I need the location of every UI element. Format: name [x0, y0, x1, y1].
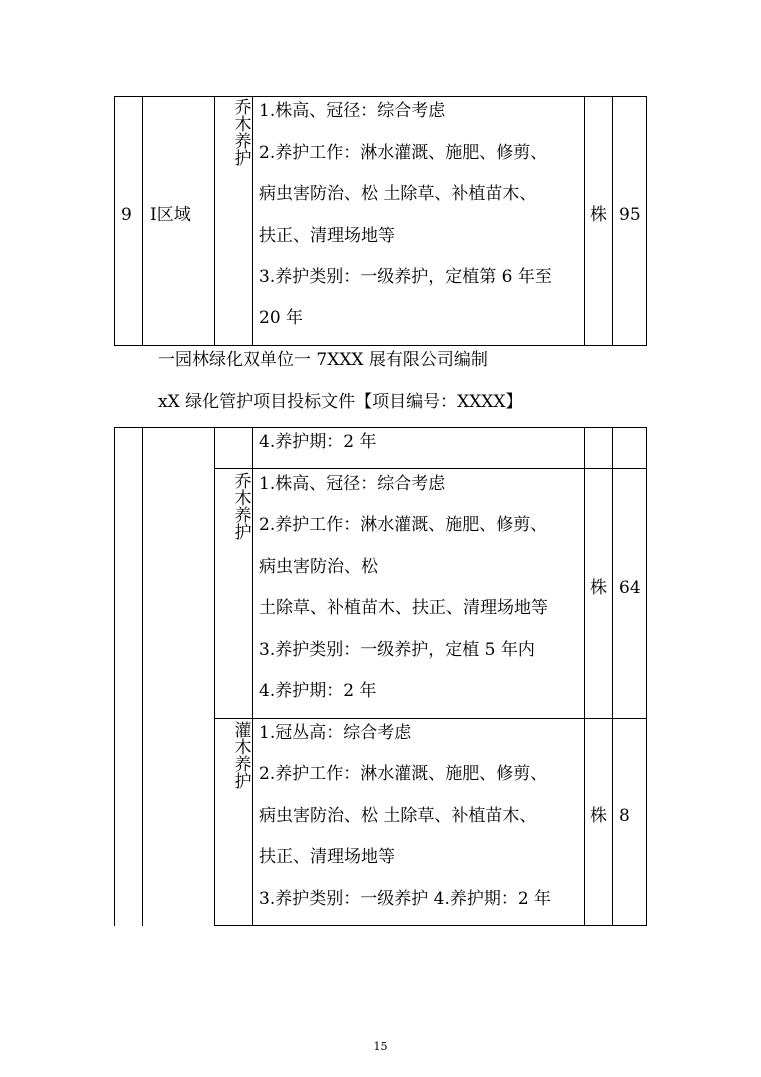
company-line: 一园林绿化双单位一 7XXX 展有限公司编制	[158, 350, 488, 370]
description-line: 扶正、清理场地等	[259, 847, 395, 867]
description-line: 4.养护期：2 年	[259, 432, 377, 452]
category-label: 乔木养护	[234, 472, 252, 543]
description-line: 病虫害防治、松 土除草、补植苗木、	[259, 806, 537, 826]
table-border-left	[114, 96, 115, 346]
column-divider	[142, 96, 143, 346]
description-line: 2.养护工作：淋水灌溉、施肥、修剪、	[259, 143, 548, 163]
zone-label: I区域	[150, 205, 191, 225]
description-line: 2.养护工作：淋水灌溉、施肥、修剪、	[259, 764, 548, 784]
quantity-value: 95	[619, 205, 641, 225]
column-divider	[612, 427, 613, 926]
table-border-bottom	[214, 925, 647, 926]
table-border-bottom	[114, 345, 647, 346]
page-number: 15	[373, 1040, 388, 1053]
table-border-right	[646, 427, 647, 926]
description-line: 3.养护类别：一级养护，定植第 6 年至	[259, 267, 552, 287]
column-divider	[252, 96, 253, 346]
row-divider	[214, 468, 647, 469]
description-line: 1.株高、冠径：综合考虑	[259, 101, 446, 121]
table-border-top	[114, 96, 647, 97]
description-line: 4.养护期：2 年	[259, 681, 377, 701]
description-line: 3.养护类别：一级养护 4.养护期：2 年	[259, 889, 552, 909]
description-line: 20 年	[259, 308, 304, 328]
project-header: xX 绿化管护项目投标文件【项目编号：XXXX】	[158, 392, 523, 412]
table-border-right	[646, 96, 647, 346]
unit-label: 株	[590, 806, 607, 826]
column-divider	[584, 427, 585, 926]
unit-label: 株	[590, 578, 607, 598]
description-line: 病虫害防治、松	[259, 557, 378, 577]
description-line: 土除草、补植苗木、扶正、清理场地等	[259, 598, 548, 618]
description-line: 1.冠丛高：综合考虑	[259, 723, 412, 743]
row-number: 9	[121, 205, 132, 225]
description-line: 扶正、清理场地等	[259, 226, 395, 246]
column-divider	[584, 96, 585, 346]
column-divider	[252, 427, 253, 926]
quantity-value: 8	[619, 806, 630, 826]
row-divider	[214, 718, 647, 719]
category-label: 乔木养护	[234, 98, 252, 169]
table-border-top	[114, 427, 647, 428]
description-line: 2.养护工作：淋水灌溉、施肥、修剪、	[259, 515, 548, 535]
column-divider	[142, 427, 143, 926]
table-border-left	[114, 427, 115, 926]
unit-label: 株	[590, 205, 607, 225]
description-line: 3.养护类别：一级养护，定植 5 年内	[259, 640, 535, 660]
category-label: 灌木养护	[234, 721, 252, 792]
quantity-value: 64	[619, 578, 641, 598]
column-divider	[214, 96, 215, 346]
description-line: 1.株高、冠径：综合考虑	[259, 474, 446, 494]
description-line: 病虫害防治、松 土除草、补植苗木、	[259, 184, 537, 204]
column-divider	[612, 96, 613, 346]
column-divider	[214, 427, 215, 926]
